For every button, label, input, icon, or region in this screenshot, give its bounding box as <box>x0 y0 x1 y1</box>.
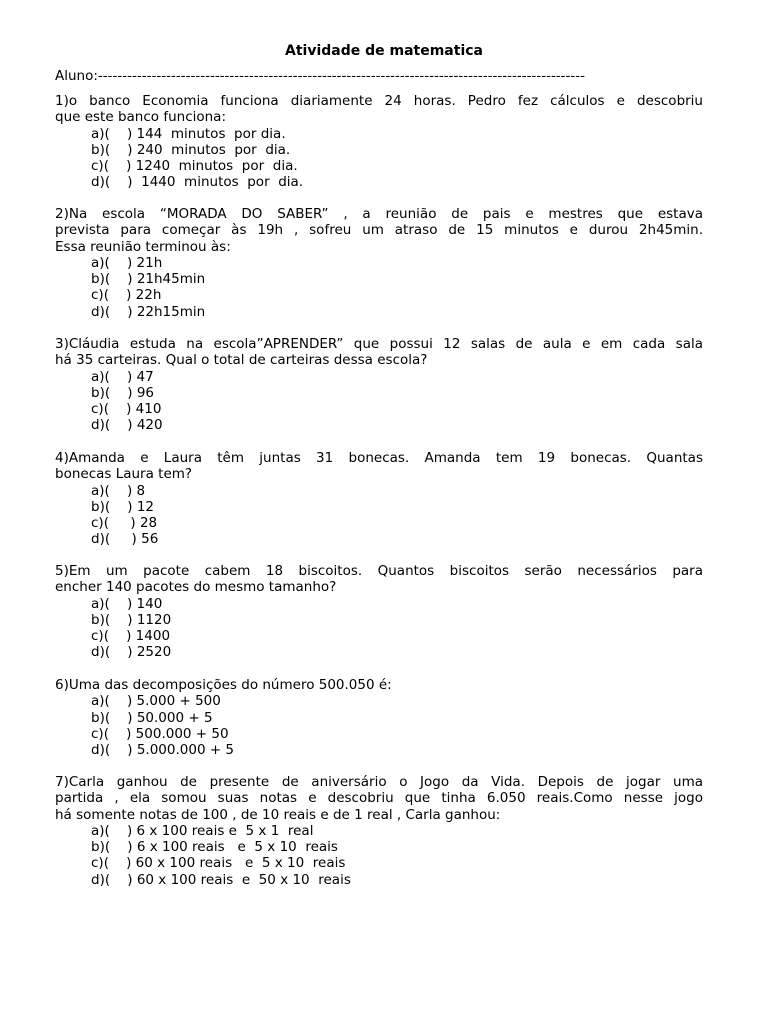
stem-line: 5)Em um pacote cabem 18 biscoitos. Quantos biscoitos serão necessários para <box>55 563 703 579</box>
option-c[interactable]: c)( ) 1400 <box>91 628 171 645</box>
option-d[interactable]: d)( ) 5.000.000 + 5 <box>91 742 235 759</box>
option-b[interactable]: b)( ) 1120 <box>91 611 172 628</box>
answer-options <box>55 126 703 191</box>
question-stem <box>55 677 703 693</box>
option-a[interactable]: a)( ) 5.000 + 500 <box>91 693 221 710</box>
stem-line: 6)Uma das decomposições do número 500.050 é: <box>55 677 392 693</box>
stem-line: 4)Amanda e Laura têm juntas 31 bonecas. Amanda tem 19 bonecas. Quantas <box>55 450 703 466</box>
page-title: Atividade de matematica <box>285 43 483 59</box>
question-stem <box>55 563 703 596</box>
option-a[interactable]: a)( ) 140 <box>91 595 163 612</box>
option-c[interactable]: c)( ) 500.000 + 50 <box>91 725 229 742</box>
stem-line: há 35 carteiras. Qual o total de carteiras dessa escola? <box>55 352 428 369</box>
question-6 <box>55 677 703 758</box>
question-stem <box>55 336 703 369</box>
question-7 <box>55 774 703 888</box>
option-c[interactable]: c)( ) 28 <box>91 515 158 532</box>
option-b[interactable]: b)( ) 50.000 + 5 <box>91 709 213 726</box>
stem-line: 7)Carla ganhou de presente de aniversário o Jogo da Vida. Depois de jogar uma <box>55 774 703 790</box>
option-d[interactable]: d)( ) 1440 minutos por dia. <box>91 174 304 191</box>
answer-options <box>55 369 703 434</box>
question-4 <box>55 450 703 548</box>
option-b[interactable]: b)( ) 240 minutos por dia. <box>91 141 291 158</box>
answer-options <box>55 693 703 758</box>
question-3 <box>55 336 703 434</box>
question-stem <box>55 774 703 823</box>
stem-line: bonecas Laura tem? <box>55 466 193 483</box>
answer-options <box>55 596 703 661</box>
stem-line: Essa reunião terminou às: <box>55 238 231 255</box>
option-d[interactable]: d)( ) 420 <box>91 417 163 434</box>
stem-line: 2)Na escola “MORADA DO SABER” , a reunião de pais e mestres que estava <box>55 206 703 222</box>
answer-options <box>55 483 703 548</box>
option-d[interactable]: d)( ) 56 <box>91 531 159 548</box>
question-stem <box>55 93 703 126</box>
stem-line: há somente notas de 100 , de 10 reais e de 1 real , Carla ganhou: <box>55 806 501 823</box>
option-a[interactable]: a)( ) 47 <box>91 368 154 385</box>
option-c[interactable]: c)( ) 22h <box>91 287 162 304</box>
option-b[interactable]: b)( ) 21h45min <box>91 271 206 288</box>
question-5 <box>55 563 703 661</box>
option-d[interactable]: d)( ) 60 x 100 reais e 50 x 10 reais <box>91 871 351 888</box>
stem-line: partida , ela somou suas notas e descobriu que tinha 6.050 reais.Como nesse jogo <box>55 790 703 807</box>
option-b[interactable]: b)( ) 6 x 100 reais e 5 x 10 reais <box>91 839 338 856</box>
question-1 <box>55 93 703 191</box>
option-d[interactable]: d)( ) 22h15min <box>91 303 206 320</box>
option-c[interactable]: c)( ) 1240 minutos por dia. <box>91 158 298 175</box>
option-d[interactable]: d)( ) 2520 <box>91 644 172 661</box>
answer-options <box>55 823 703 888</box>
option-c[interactable]: c)( ) 410 <box>91 401 162 418</box>
question-2 <box>55 206 703 320</box>
option-c[interactable]: c)( ) 60 x 100 reais e 5 x 10 reais <box>91 855 346 872</box>
question-stem <box>55 206 703 255</box>
stem-line: encher 140 pacotes do mesmo tamanho? <box>55 579 337 596</box>
option-b[interactable]: b)( ) 12 <box>91 498 155 515</box>
answer-options <box>55 255 703 320</box>
option-a[interactable]: a)( ) 144 minutos por dia. <box>91 125 286 142</box>
option-a[interactable]: a)( ) 6 x 100 reais e 5 x 1 real <box>91 822 314 839</box>
stem-line: 1)o banco Economia funciona diariamente 24 horas. Pedro fez cálculos e descobriu <box>55 93 703 109</box>
stem-line: prevista para começar às 19h , sofreu um atraso de 15 minutos e durou 2h45min. <box>55 222 703 239</box>
option-a[interactable]: a)( ) 21h <box>91 254 163 271</box>
student-name-line: Aluno:---------------------------------------------------------------------------------------------------- <box>55 68 586 84</box>
question-stem <box>55 450 703 483</box>
option-b[interactable]: b)( ) 96 <box>91 384 155 401</box>
stem-line: que este banco funciona: <box>55 109 226 126</box>
option-a[interactable]: a)( ) 8 <box>91 482 146 499</box>
stem-line: 3)Cláudia estuda na escola”APRENDER” que possui 12 salas de aula e em cada sala <box>55 336 703 352</box>
